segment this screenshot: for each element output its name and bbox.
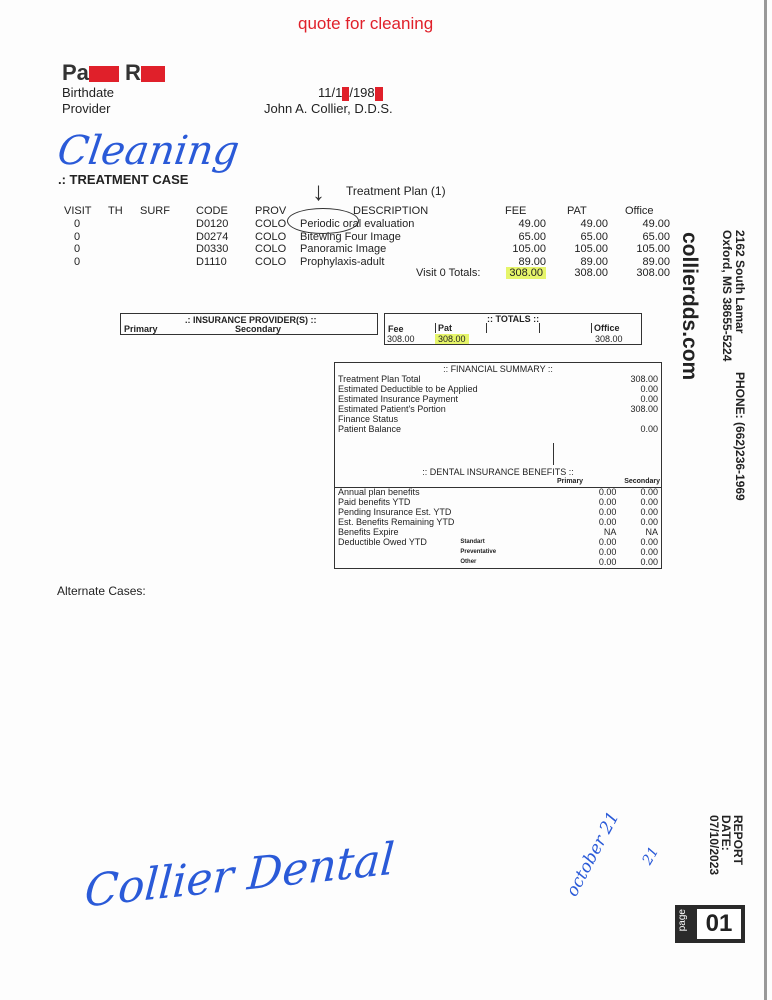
benefit-row [335,547,661,557]
benefits-secondary-header: Secondary [624,478,660,485]
birthdate-part: /198 [349,85,375,100]
col-code: CODE [196,205,228,217]
benefit-sub [457,487,573,497]
benefit-sub [457,507,573,517]
benefit-primary: 0.00 [598,507,617,517]
financial-row [335,394,661,404]
benefit-sub [457,527,573,537]
benefit-sub: Standart [460,539,485,545]
handwritten-date-number: 21 [639,844,663,868]
benefit-primary: NA [603,527,617,537]
financial-row [335,404,661,414]
row-office: 49.00 [642,218,670,230]
row-pat: 65.00 [580,230,608,243]
row-visit: 0 [74,243,81,255]
benefit-secondary: 0.00 [640,557,658,567]
page-label: page [677,909,688,932]
financial-label: Treatment Plan Total [338,374,421,384]
insurance-secondary: Secondary [235,324,282,334]
financial-row [335,424,661,434]
benefit-row [335,507,661,517]
divider [539,323,540,333]
financial-label: Estimated Patient's Portion [338,404,446,414]
row-desc: Periodic oral evaluation [300,218,415,230]
handwritten-cleaning: Cleaning [54,128,243,174]
row-fee: 105.00 [512,243,546,255]
visit-totals-office: 308.00 [636,267,670,279]
redaction [89,66,119,82]
totals-box [384,313,642,345]
benefit-sub: Preventative [460,549,497,555]
benefit-row [335,527,661,537]
row-office: 89.00 [642,255,670,268]
benefit-label [335,547,457,557]
row-fee: 89.00 [518,255,546,268]
report-date-block [708,815,744,875]
benefit-secondary: 0.00 [640,537,658,547]
financial-value: 0.00 [640,424,658,434]
benefit-row [335,497,661,507]
provider-value: John A. Collier, D.D.S. [264,101,393,116]
address-line2: Oxford, MS 38655-5224 [720,230,734,362]
provider-label: Provider [62,101,111,116]
benefit-label: Annual plan benefits [338,487,420,497]
report-label: REPORT [731,815,745,866]
benefit-label: Paid benefits YTD [338,497,411,507]
row-desc: Bitewing Four Image [300,230,401,243]
row-fee: 49.00 [518,218,546,230]
visit-totals-fee: 308.00 [506,267,546,279]
benefit-secondary: 0.00 [640,497,658,507]
col-th: TH [108,205,123,217]
page-number-badge [675,905,745,943]
benefit-sub [457,517,573,527]
name-last: R [125,60,141,85]
alternate-cases-label: Alternate Cases: [57,584,146,598]
col-visit: VISIT [64,205,92,217]
benefit-label: Pending Insurance Est. YTD [338,507,452,517]
totals-title: :: TOTALS :: [487,314,540,324]
benefit-label [335,557,457,567]
benefit-sub [457,497,573,507]
financial-summary-box [334,362,662,569]
benefit-sub: Other [460,559,477,565]
handwritten-date-note: october 21 [562,808,624,900]
benefit-row [335,537,661,547]
benefit-label: Est. Benefits Remaining YTD [338,517,455,527]
benefit-label: Deductible Owed YTD [338,537,427,547]
benefit-secondary: 0.00 [640,507,658,517]
plan-title: Treatment Plan (1) [346,184,446,198]
financial-row [335,384,661,394]
row-pat: 89.00 [580,255,608,268]
visit-totals-label: Visit 0 Totals: [416,267,481,279]
benefit-primary: 0.00 [598,547,617,557]
benefit-primary: 0.00 [598,497,617,507]
row-desc: Panoramic Image [300,243,387,255]
divider [553,443,554,465]
website: collierdds.com [678,232,701,381]
financial-value: 0.00 [640,384,658,394]
totals-pat-label: Pat [435,323,452,333]
birthdate-label: Birthdate [62,85,115,100]
row-prov: COLO [255,218,287,230]
benefit-secondary: NA [645,527,658,537]
row-code: D0120 [196,218,229,230]
row-fee: 65.00 [518,230,546,243]
financial-label: Finance Status [338,414,399,424]
col-surf: SURF [140,205,170,217]
totals-office: 308.00 [595,334,623,344]
birthdate-part: 11/1 [318,85,343,100]
annotation-quote: quote for cleaning [298,14,434,33]
row-code: D0330 [196,243,229,255]
row-office: 105.00 [636,243,670,255]
insurance-title: .: INSURANCE PROVIDER(S) :: [185,315,317,325]
redaction [141,66,165,82]
financial-value [600,414,661,424]
address-block [720,230,746,361]
row-visit: 0 [74,255,81,268]
benefits-title: :: DENTAL INSURANCE BENEFITS :: [422,467,574,477]
handwritten-signature: Collier Dental [83,833,397,918]
financial-table [335,374,661,434]
row-visit: 0 [74,218,81,230]
benefits-table [335,487,661,567]
benefit-row [335,557,661,567]
benefit-primary: 0.00 [598,517,617,527]
benefit-label: Benefits Expire [338,527,399,537]
row-code: D0274 [196,230,229,243]
financial-value: 308.00 [630,404,658,414]
row-desc: Prophylaxis-adult [300,255,385,268]
row-pat: 105.00 [574,243,608,255]
phone: PHONE: (662)236-1969 [733,372,747,501]
benefit-secondary: 0.00 [640,547,658,557]
scan-edge [764,0,767,1000]
visit-totals-pat: 308.00 [574,267,608,279]
benefit-row [335,517,661,527]
financial-label: Estimated Deductible to be Applied [338,384,478,394]
date-label: DATE: [719,815,733,851]
row-prov: COLO [255,230,287,243]
row-pat: 49.00 [580,218,608,230]
page-number: 01 [697,909,741,939]
report-date: 07/10/2023 [707,815,721,876]
address-line1: 2162 South Lamar [733,230,747,334]
row-code: D1110 [196,255,227,268]
col-prov: PROV [255,205,287,217]
row-prov: COLO [255,255,287,268]
financial-title: :: FINANCIAL SUMMARY :: [443,364,553,374]
row-prov: COLO [255,243,287,255]
totals-fee-label: Fee [388,324,404,334]
patient-name [62,60,165,86]
benefit-secondary: 0.00 [640,517,658,527]
name-first: Pa [62,60,89,85]
totals-office-label: Office [591,323,620,333]
benefit-primary: 0.00 [598,557,617,567]
financial-value: 308.00 [630,374,658,384]
insurance-providers-box [120,313,378,335]
financial-row [335,374,661,384]
financial-label: Patient Balance [338,424,402,434]
divider [486,323,487,333]
birthdate-value [318,85,383,101]
totals-fee: 308.00 [387,334,415,344]
row-office: 65.00 [642,230,670,243]
benefits-primary-header: Primary [557,478,584,485]
col-description: DESCRIPTION [353,205,429,217]
benefit-row [335,487,661,497]
arrow-down-icon: ↓ [312,176,325,206]
benefit-primary: 0.00 [598,537,617,547]
totals-pat: 308.00 [435,334,469,344]
col-office: Office [625,205,654,217]
insurance-primary: Primary [124,324,158,334]
redaction [375,87,383,101]
col-fee: FEE [505,205,527,217]
financial-value: 0.00 [640,394,658,404]
section-title: .: TREATMENT CASE [58,172,189,187]
row-visit: 0 [74,230,81,243]
benefit-primary: 0.00 [598,487,617,497]
financial-row [335,414,661,424]
col-pat: PAT [567,205,587,217]
financial-label: Estimated Insurance Payment [338,394,459,404]
benefit-secondary: 0.00 [640,487,658,497]
